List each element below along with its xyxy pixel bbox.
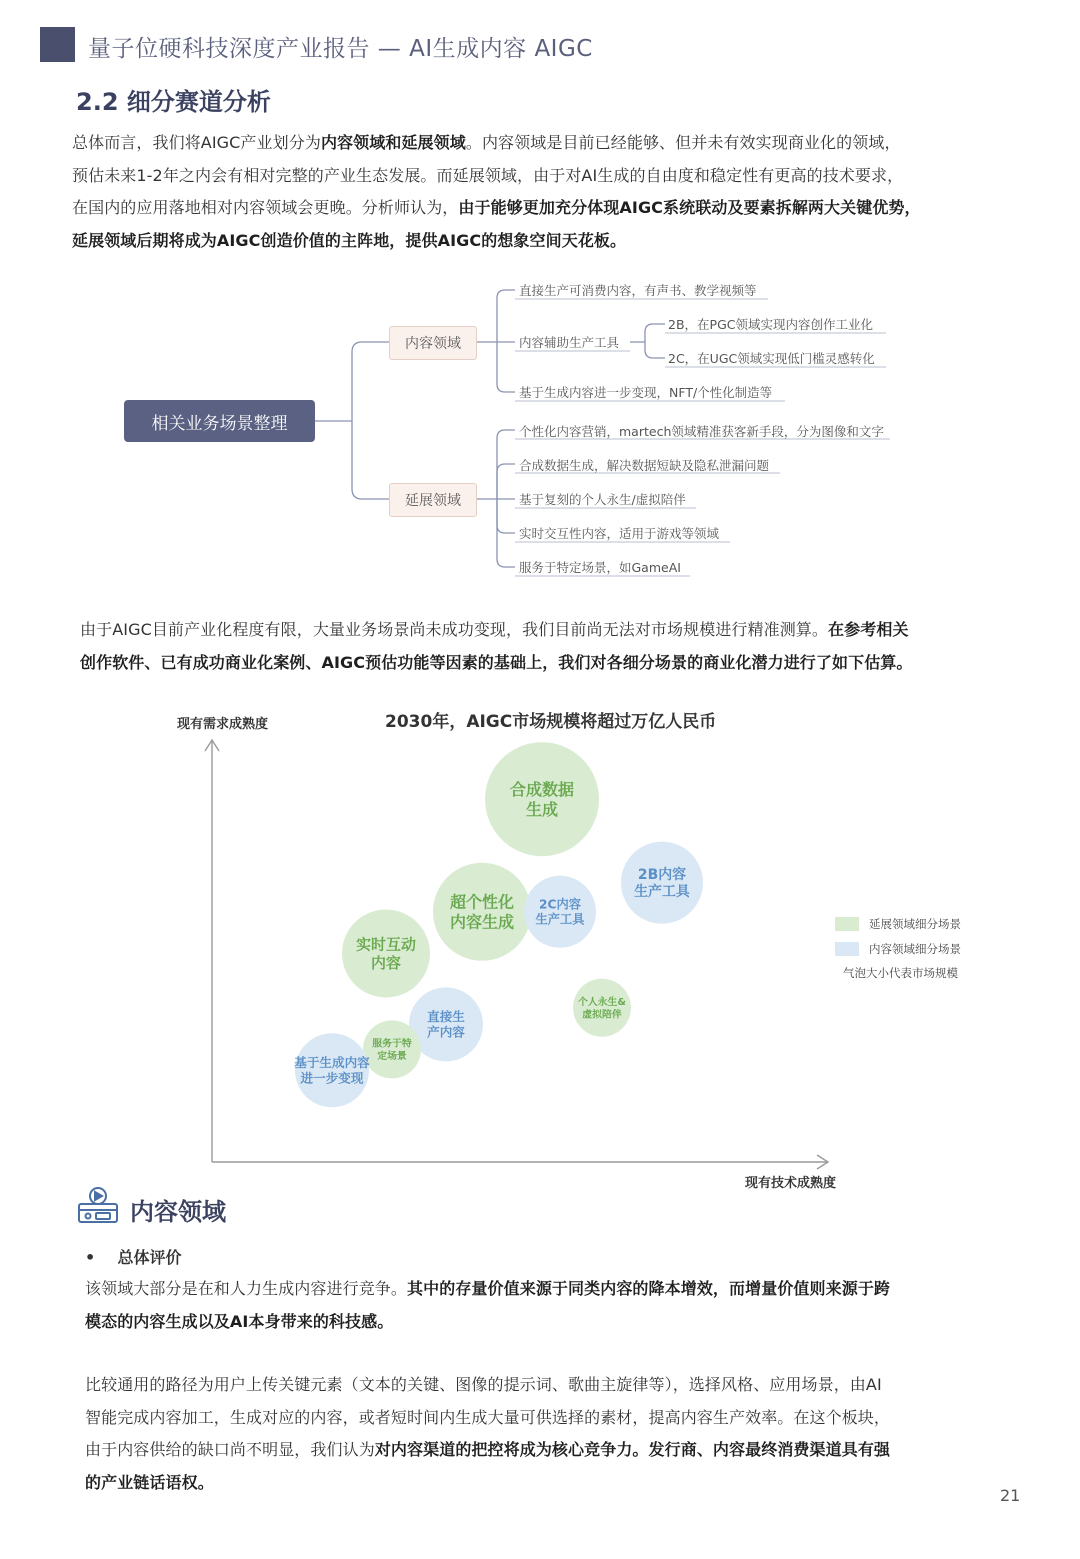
- legend-item-extend: 延展领域细分场景: [835, 916, 961, 932]
- middle-line-2: 创作软件、已有成功商业化案例、AIGC预估功能等因素的基础上，我们对各细分场景的商业化潜力进行了如下估算。: [80, 652, 913, 672]
- mindmap-leaf: 2B，在PGC领域实现内容创作工业化: [668, 317, 873, 332]
- bubble-label-8: 基于生成内容进一步变现: [294, 1054, 370, 1086]
- mindmap-leaf: 基于复刻的个人永生/虚拟陪伴: [519, 492, 686, 507]
- middle-line-1: 由于AIGC目前产业化程度有限，大量业务场景尚未成功变现，我们目前尚无法对市场规模进行精准测算。在参考相关: [80, 620, 909, 639]
- legend-swatch-green: [835, 917, 859, 931]
- section-title: 2.2 细分赛道分析: [76, 88, 271, 116]
- mindmap-leaf: 服务于特定场景，如GameAI: [519, 560, 681, 575]
- bubble-label-5: 个人永生&虚拟陪伴: [578, 996, 626, 1021]
- mindmap-leaf: 基于生成内容进一步变现，NFT/个性化制造等: [519, 385, 773, 400]
- legend-note: 气泡大小代表市场规模: [843, 966, 958, 980]
- mindmap-leaf: 内容辅助生产工具: [519, 335, 620, 350]
- mindmap-node-extend: 延展领域: [389, 483, 477, 517]
- mindmap-leaf: 实时交互性内容，适用于游戏等领域: [519, 526, 720, 541]
- content-paragraph-1: [85, 1273, 1015, 1338]
- bubble-label-4: 实时互动内容: [356, 935, 416, 973]
- content-p1-line-2: 模态的内容生成以及AI本身带来的科技感。: [85, 1311, 394, 1331]
- video-content-icon: [76, 1186, 120, 1226]
- bubble-label-0: 合成数据生成: [509, 779, 575, 819]
- bubble-label-1: 2B内容生产工具: [634, 866, 690, 901]
- intro-line-2: 预估未来1-2年之内会有相对完整的产业生态发展。而延展领域，由于对AI生成的自由度和稳定性有更高的技术要求，: [72, 165, 904, 185]
- mindmap-leaf: 2C，在UGC领域实现低门槛灵感转化: [668, 351, 875, 366]
- mindmap-leaf: 合成数据生成，解决数据短缺及隐私泄漏问题: [519, 458, 770, 473]
- page-number: 21: [1000, 1486, 1021, 1505]
- content-p2-line-2: 智能完成内容加工，生成对应的内容，或者短时间内生成大量可供选择的素材，提高内容生产效率。在这个板块，: [85, 1407, 891, 1427]
- content-section-title: 内容领域: [130, 1198, 226, 1226]
- chart-title: 2030年，AIGC市场规模将超过万亿人民币: [385, 712, 717, 732]
- bubble-label-3: 2C内容生产工具: [535, 897, 585, 927]
- intro-line-3: 在国内的应用落地相对内容领域会更晚。分析师认为，由于能够更加充分体现AIGC系统联动及要素拆解两大关键优势，: [72, 198, 921, 217]
- bubble-label-6: 直接生产内容: [427, 1008, 465, 1040]
- legend-item-content: 内容领域细分场景: [835, 941, 961, 957]
- mindmap-root: 相关业务场景整理: [124, 400, 315, 442]
- bubble-label-7: 服务于特定场景: [372, 1038, 412, 1063]
- y-axis-label: 现有需求成熟度: [177, 717, 269, 732]
- report-header-title: 量子位硬科技深度产业报告 — AI生成内容 AIGC: [88, 36, 593, 62]
- content-paragraph-2: [85, 1369, 1015, 1499]
- bubble-label-2: 超个性化内容生成: [449, 892, 515, 932]
- intro-paragraph: [72, 127, 1017, 257]
- bullet-overall-evaluation: • 总体评价: [85, 1248, 182, 1267]
- legend-swatch-blue: [835, 942, 859, 956]
- mindmap-node-content: 内容领域: [389, 326, 477, 360]
- mindmap-leaf: 直接生产可消费内容，有声书、教学视频等: [519, 283, 757, 298]
- content-p2-line-4: 的产业链话语权。: [85, 1472, 214, 1492]
- x-axis-label: 现有技术成熟度: [745, 1176, 837, 1191]
- intro-line-4: 延展领域后期将成为AIGC创造价值的主阵地，提供AIGC的想象空间天花板。: [72, 230, 627, 250]
- header-mark: [40, 27, 75, 62]
- mindmap-leaf: 个性化内容营销，martech领域精准获客新手段，分为图像和文字: [519, 424, 884, 439]
- content-p2-line-1: 比较通用的路径为用户上传关键元素（文本的关键、图像的提示词、歌曲主旋律等），选择风格、应用场景，由AI: [85, 1375, 882, 1394]
- content-p1-line-1: 该领域大部分是在和人力生成内容进行竞争。其中的存量价值来源于同类内容的降本增效，而增量价值则来源于跨: [85, 1279, 891, 1298]
- content-p2-line-3: 由于内容供给的缺口尚不明显，我们认为对内容渠道的把控将成为核心竞争力。发行商、内容最终消费渠道具有强: [85, 1440, 891, 1459]
- intro-line-1: 总体而言，我们将AIGC产业划分为内容领域和延展领域。内容领域是目前已经能够、但并未有效实现商业化的领域，: [72, 133, 901, 152]
- chart-legend: [835, 916, 961, 981]
- middle-paragraph: [80, 614, 1020, 679]
